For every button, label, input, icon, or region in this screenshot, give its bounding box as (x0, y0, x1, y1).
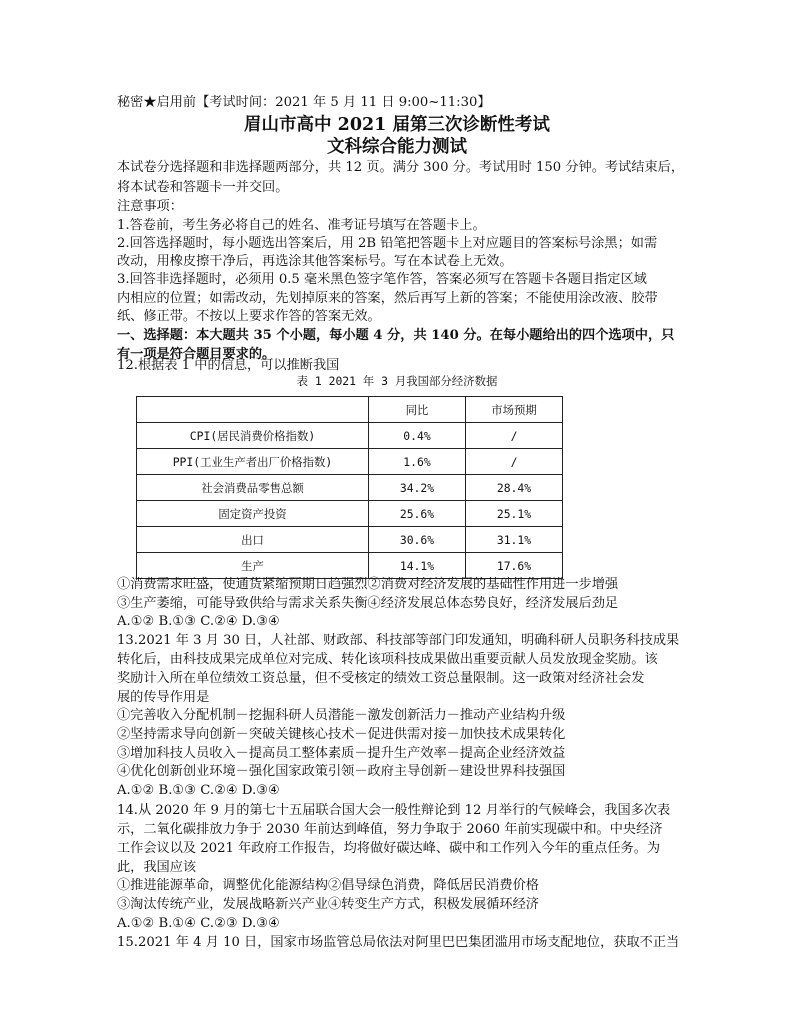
table-cell: 28.4% (466, 475, 563, 501)
question-14-option: ③淘汰传统产业，发展战略新兴产业④转变生产方式，积极发展循环经济 (117, 897, 539, 912)
table-cell: 生产 (137, 553, 369, 579)
question-14-option: ①推进能源革命，调整优化能源结构②倡导绿色消费，降低居民消费价格 (117, 878, 539, 893)
intro-line: 注意事项： (117, 199, 183, 214)
table-cell: / (466, 449, 563, 475)
table-row (137, 527, 563, 553)
section-heading: 有一项是符合题目要求的。 (117, 347, 276, 362)
section-heading: 一、选择题：本大题共 35 个小题，每小题 4 分，共 140 分。在每小题给出的四个选项中，只 (117, 328, 675, 343)
intro-line: 纸、修正带。不按以上要求作答的答案无效。 (117, 309, 381, 324)
question-14-line: 14.从 2020 年 9 月的第七十五届联合国大会一般性辩论到 12 月举行的气候峰会，我国多次表 (117, 803, 671, 818)
table-row (137, 449, 563, 475)
table-cell: / (466, 423, 563, 449)
question-12-choices: A.①② B.①③ C.②④ D.③④ (117, 614, 280, 629)
question-14-choices: A.①② B.①④ C.②③ D.③④ (117, 916, 280, 931)
table-row (137, 423, 563, 449)
question-13-line: 展的传导作用是 (117, 690, 210, 705)
question-13-option: ①完善收入分配机制－挖掘科研人员潜能－激发创新活力－推动产业结构升级 (117, 708, 566, 723)
exam-title: 眉山市高中 2021 届第三次诊断性考试 (244, 115, 550, 135)
question-13-option: ③增加科技人员收入－提高员工整体素质－提升生产效率－提高企业经济效益 (117, 746, 566, 761)
table-cell: 34.2% (369, 475, 466, 501)
question-12-option: ①消费需求旺盛，使通货紧缩预期日趋强烈②消费对经济发展的基础性作用进一步增强 (117, 577, 619, 592)
question-13-line: 转化后，由科技成果完成单位对完成、转化该项科技成果做出重要贡献人员发放现金奖励。该 (117, 652, 658, 667)
intro-line: 内相应的位置；如需改动，先划掉原来的答案，然后再写上新的答案；不能使用涂改液、胶带 (117, 291, 658, 306)
question-13-option: ②坚持需求导向创新－突破关键核心技术－促进供需对接－加快技术成果转化 (117, 727, 566, 742)
intro-line: 将本试卷和答题卡一并交回。 (117, 180, 289, 195)
table-cell: 社会消费品零售总额 (137, 475, 369, 501)
question-14-line: 示，二氧化碳排放力争于 2030 年前达到峰值，努力争取于 2060 年前实现碳中和。中央经济 (117, 822, 663, 837)
question-13-line: 13.2021 年 3 月 30 日，人社部、财政部、科技部等部门印发通知，明确科研人员职务科技成果 (117, 633, 680, 648)
intro-line: 3.回答非选择题时，必须用 0.5 毫米黑色签字笔作答，答案必须写在答题卡各题目指定区域 (117, 272, 647, 287)
intro-line: 1.答卷前，考生务必将自己的姓名、准考证号填写在答题卡上。 (117, 218, 486, 233)
question-15-line: 15.2021 年 4 月 10 日，国家市场监管总局依法对阿里巴巴集团滥用市场支配地位，获取不正当 (117, 935, 680, 950)
intro-line: 改动，用橡皮擦干净后，再选涂其他答案标号。写在本试卷上无效。 (117, 254, 513, 269)
table-cell: 出口 (137, 527, 369, 553)
question-13-line: 奖励计入所在单位绩效工资总量，但不受核定的绩效工资总量限制。这一政策对经济社会发 (117, 671, 645, 686)
table-header-cell: 市场预期 (466, 397, 563, 423)
table-cell: 25.6% (369, 501, 466, 527)
table-cell: 31.1% (466, 527, 563, 553)
table-cell: 30.6% (369, 527, 466, 553)
table-header-cell: 同比 (369, 397, 466, 423)
table-caption: 表 1 2021 年 3 月我国部分经济数据 (296, 374, 498, 388)
economic-data-table (136, 396, 563, 579)
confidential-line: 秘密★启用前【考试时间：2021 年 5 月 11 日 9:00~11:30】 (117, 95, 491, 110)
question-13-option: ④优化创新创业环境－强化国家政策引领－政府主导创新－建设世界科技强国 (117, 764, 566, 779)
table-cell: 1.6% (369, 449, 466, 475)
question-14-line: 工作会议以及 2021 年政府工作报告，均将做好碳达峰、碳中和工作列入今年的重点任务。为 (117, 841, 661, 856)
table-row (137, 475, 563, 501)
question-14-line: 此，我国应该 (117, 860, 197, 875)
table-header-cell (137, 397, 369, 423)
question-12-stem: 12.根据表 1 中的信息，可以推断我国 (117, 358, 340, 373)
table-cell: 14.1% (369, 553, 466, 579)
question-13-choices: A.①② B.①③ C.②④ D.③④ (117, 783, 280, 798)
question-12-option: ③生产萎缩，可能导致供给与需求关系失衡④经济发展总体态势良好，经济发展后劲足 (117, 596, 619, 611)
intro-line: 2.回答选择题时，每小题选出答案后，用 2B 铅笔把答题卡上对应题目的答案标号涂黑；如需 (117, 236, 658, 251)
exam-subtitle: 文科综合能力测试 (327, 137, 467, 157)
table-cell: 固定资产投资 (137, 501, 369, 527)
table-cell: 17.6% (466, 553, 563, 579)
table-cell: PPI(工业生产者出厂价格指数) (137, 449, 369, 475)
intro-line: 本试卷分选择题和非选择题两部分，共 12 页。满分 300 分。考试用时 150 分钟。考试结束后， (117, 160, 685, 175)
table-row (137, 501, 563, 527)
table-cell: 0.4% (369, 423, 466, 449)
table-cell: CPI(居民消费价格指数) (137, 423, 369, 449)
table-header-row (137, 397, 563, 423)
table-cell: 25.1% (466, 501, 563, 527)
